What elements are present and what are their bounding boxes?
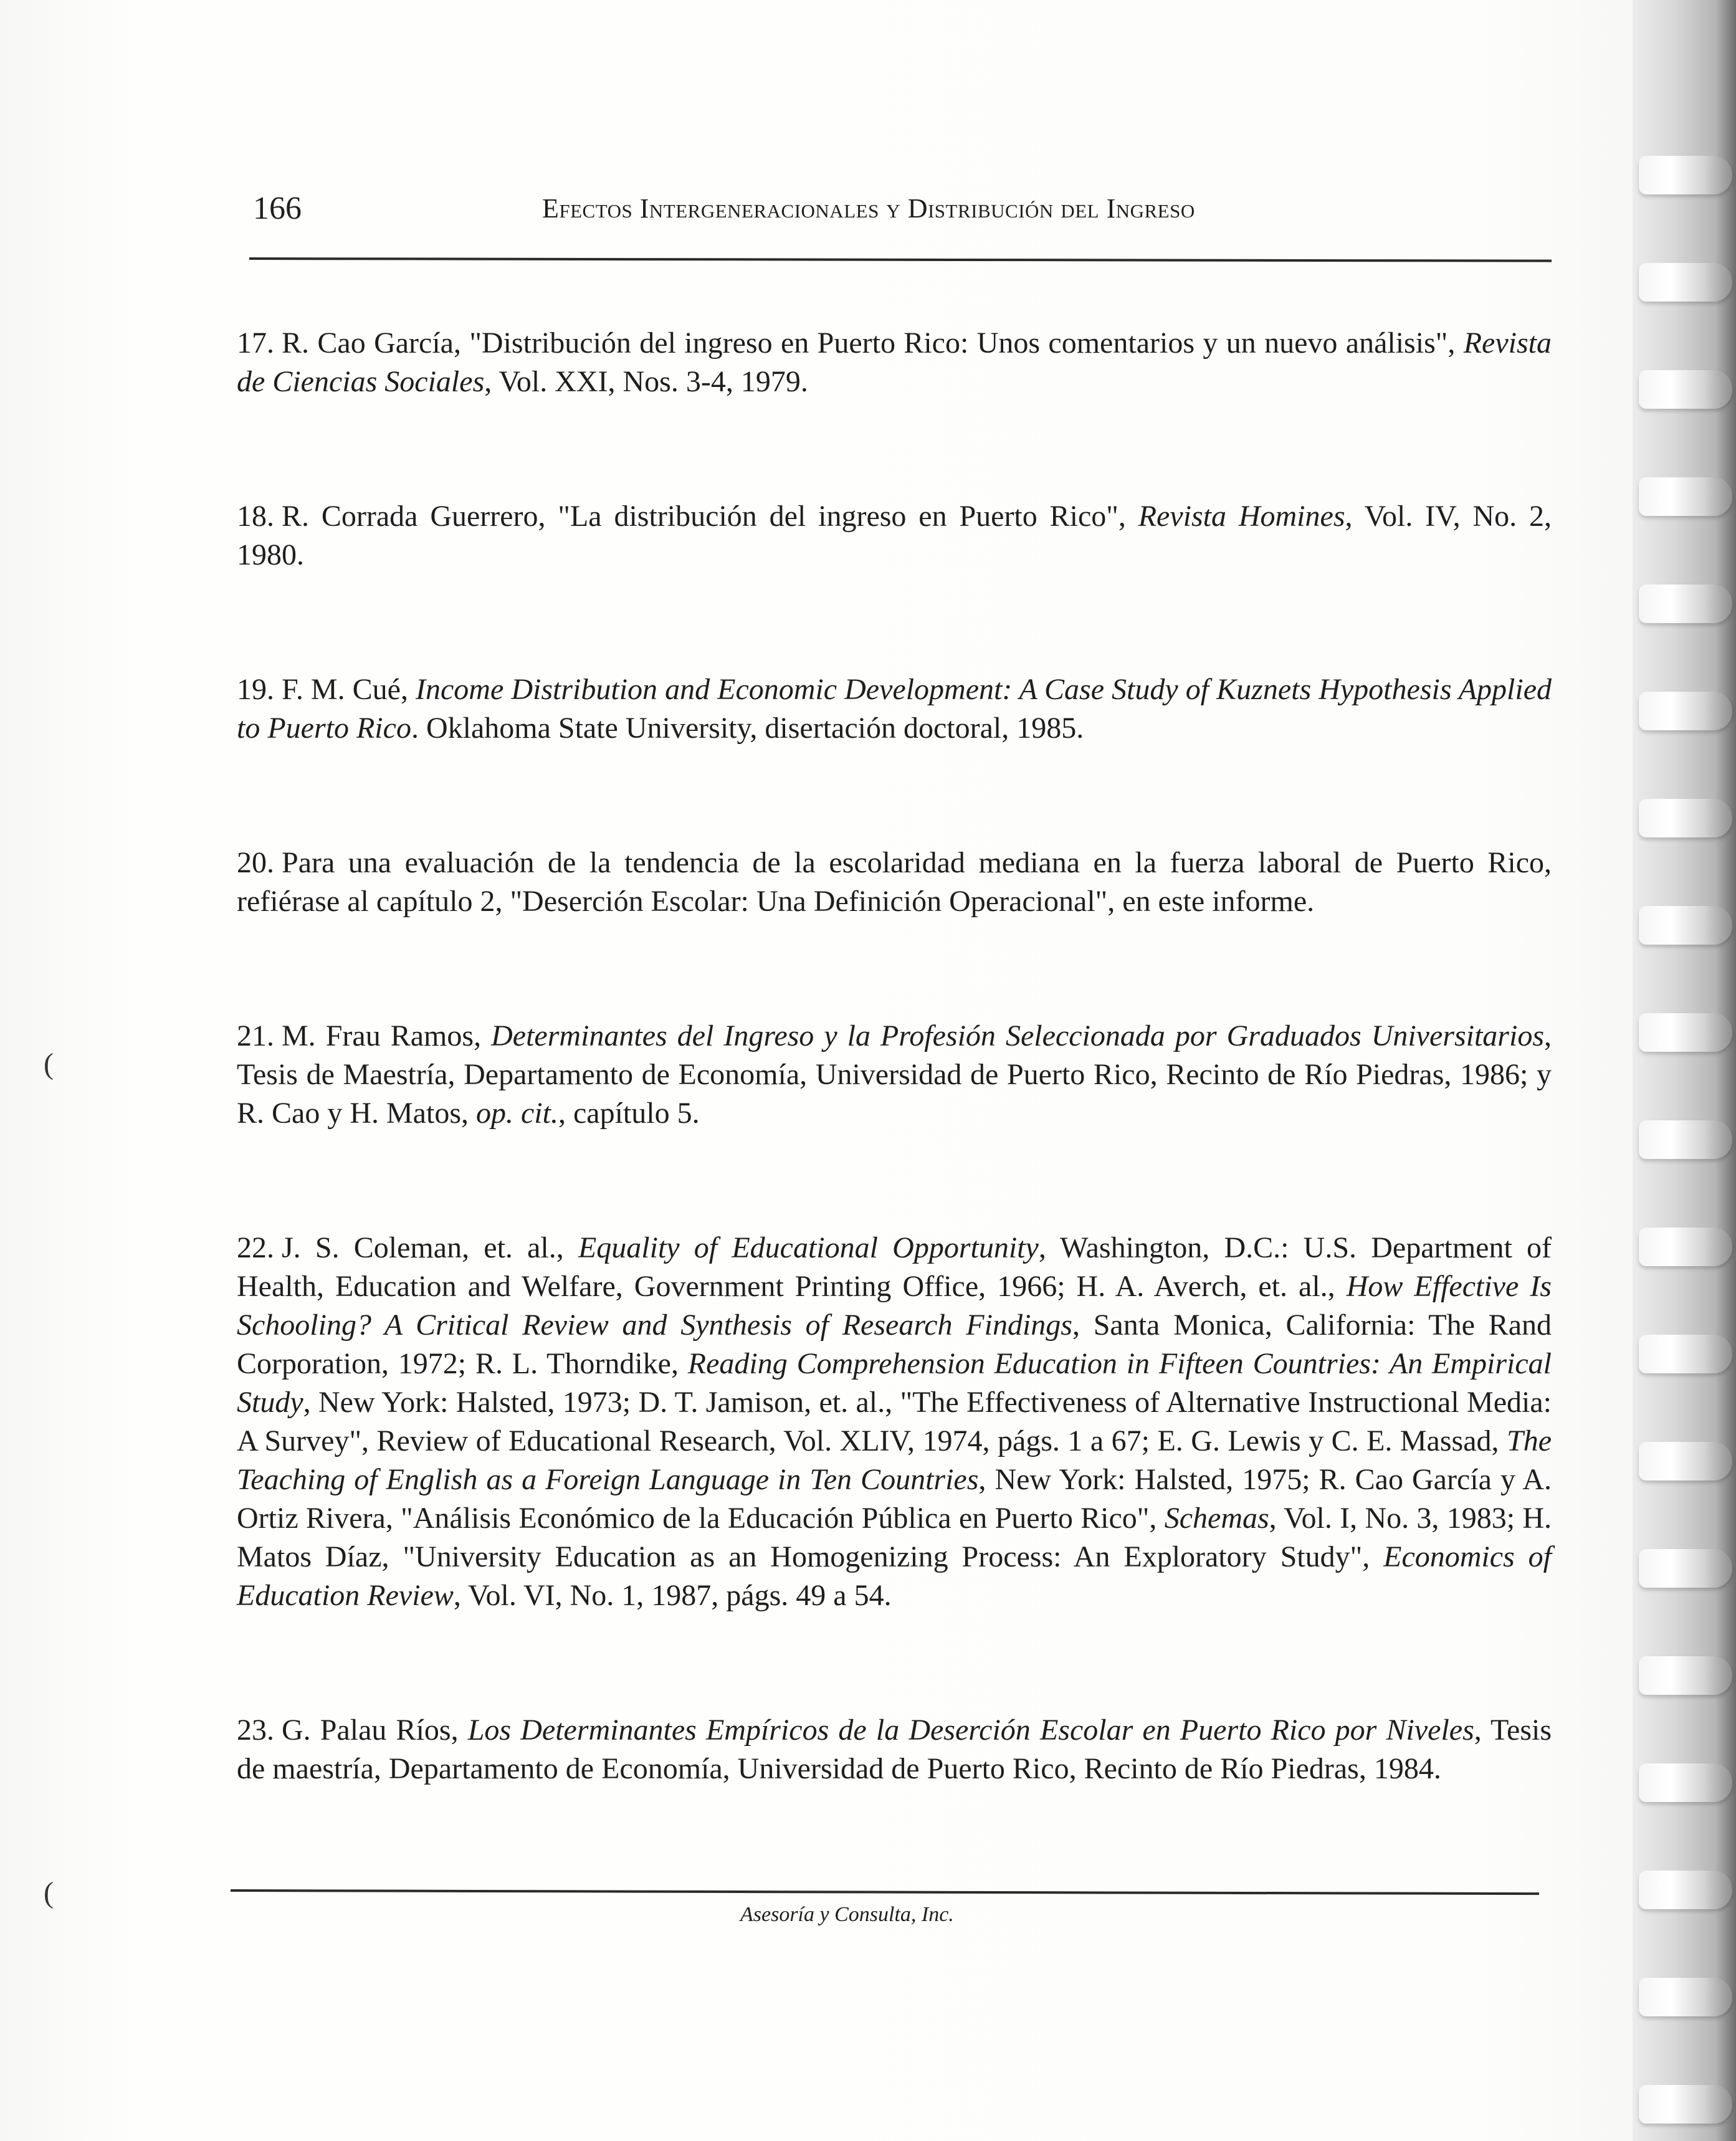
endnote-title-italic: Economics of Education Review [237,1540,1552,1612]
endnote-text: , New York: Halsted, 1973; D. T. Jamison, et. al., "The Effectiveness of Alternative Instructional Media: A Survey", Review of Educational Research, Vol. XLIV, 1974, págs. 1 a 67; E. G. Lewis y C. E. Massad, [237,1386,1552,1457]
binding-coil [1639,477,1732,516]
binding-coil [1639,1228,1732,1266]
binding-coil [1639,906,1732,945]
endnote-text: R. Corrada Guerrero, "La distribución del ingreso en Puerto Rico", [282,500,1138,533]
binding-coil [1639,156,1732,194]
binding-coil [1639,1763,1732,1802]
endnote-title-italic: Determinantes del Ingreso y la Profesión Seleccionada por Graduados Universitarios [491,1019,1544,1052]
footer-publisher: Asesoría y Consulta, Inc. [740,1903,954,1926]
margin-mark: ( [44,1876,54,1909]
margin-mark: ( [44,1047,54,1080]
binding-coil [1639,1335,1732,1373]
binding-coil [1639,1656,1732,1695]
endnote-number: 23. [237,1714,274,1747]
footer-rule [231,1889,1539,1895]
endnote-text: , Vol. XXI, Nos. 3-4, 1979. [484,365,808,398]
endnote-text: , Tesis de maestría, Departamento de Economía, Universidad de Puerto Rico, Recinto de Río Piedras, 1984. [237,1714,1552,1785]
spiral-binding [1633,0,1736,2141]
binding-coil [1639,2085,1732,2124]
endnote-text: F. M. Cué, [282,673,416,706]
endnote-number: 21. [237,1019,274,1052]
endnote-text: , Vol. IV, No. 2, 1980. [237,500,1552,571]
endnote-text: M. Frau Ramos, [282,1019,492,1052]
binding-coil [1639,1013,1732,1052]
endnote-number: 18. [237,500,274,533]
page-header [249,187,1552,237]
endnote-text: , Vol. I, No. 3, 1983; H. Matos Díaz, "University Education as an Homogenizing Process: An Exploratory Study", [237,1502,1552,1573]
endnote-text: J. S. Coleman, et. al., [282,1231,578,1264]
binding-coil [1639,1442,1732,1481]
endnote-number: 17. [237,327,274,360]
endnote-text: . Oklahoma State University, disertación doctoral, 1985. [411,712,1084,745]
header-rule [249,257,1552,262]
endnote-title-italic: How Effective Is Schooling? A Critical Review and Synthesis of Research Findings [237,1270,1552,1342]
endnote-text: , Santa Monica, California: The Rand Corporation, 1972; R. L. Thorndike, [237,1309,1552,1380]
endnote-text: R. Cao García, "Distribución del ingreso en Puerto Rico: Unos comentarios y un nuevo análisis", [282,327,1464,360]
endnote-number: 19. [237,673,274,706]
endnote-title-italic: The Teaching of English as a Foreign Language in Ten Countries [237,1424,1552,1496]
endnote-text: , capítulo 5. [558,1097,700,1130]
endnote-title-italic: Equality of Educational Opportunity [578,1231,1039,1264]
running-title: Efectos Intergeneracionales y Distribución del Ingreso [542,193,1195,224]
endnote-title-italic: Schemas [1164,1502,1269,1535]
binding-coil [1639,584,1732,623]
endnote [237,844,1552,921]
endnote-text: Para una evaluación de la tendencia de la escolaridad mediana en la fuerza laboral de Puerto Rico, refiérase al capítulo 2, "Deserción Escolar: Una Definición Operacional", en este informe. [237,846,1552,918]
endnote-title-italic: Income Distribution and Economic Development: A Case Study of Kuznets Hypothesis Applied to Puerto Rico [237,673,1552,745]
endnote-title-italic: Revista de Ciencias Sociales [237,327,1552,398]
endnote-text: , New York: Halsted, 1975; R. Cao García y A. Ortiz Rivera, "Análisis Económico de la Educación Pública en Puerto Rico", [237,1463,1552,1535]
binding-coil [1639,1549,1732,1588]
binding-coil [1639,692,1732,730]
endnote-title-italic: op. cit. [476,1097,558,1130]
endnote [237,1711,1552,1788]
binding-coil [1639,1978,1732,2016]
endnotes-list [237,324,1552,1884]
binding-coil [1639,799,1732,837]
page-number: 166 [253,191,302,226]
endnote-text: , Washington, D.C.: U.S. Department of Health, Education and Welfare, Government Printing Office, 1966; H. A. Averch, et. al., [237,1231,1552,1303]
binding-coil [1639,370,1732,409]
endnote [237,497,1552,575]
endnote [237,1017,1552,1133]
endnote-number: 22. [237,1231,274,1264]
endnote [237,670,1552,748]
binding-coil [1639,263,1732,302]
endnote-text: , Vol. VI, No. 1, 1987, págs. 49 a 54. [453,1579,892,1612]
endnote [237,1229,1552,1615]
endnote-number: 20. [237,846,274,879]
endnote-text: G. Palau Ríos, [282,1714,468,1747]
endnote-text: , Tesis de Maestría, Departamento de Economía, Universidad de Puerto Rico, Recinto de Río Piedras, 1986; y R. Cao y H. Matos, [237,1019,1552,1130]
endnote-title-italic: Los Determinantes Empíricos de la Deserción Escolar en Puerto Rico por Niveles [467,1714,1474,1747]
endnote-title-italic: Revista Homines [1138,500,1345,533]
binding-coil [1639,1871,1732,1909]
binding-coil [1639,1120,1732,1159]
endnote-title-italic: Reading Comprehension Education in Fifteen Countries: An Empirical Study [237,1347,1552,1419]
endnote [237,324,1552,401]
